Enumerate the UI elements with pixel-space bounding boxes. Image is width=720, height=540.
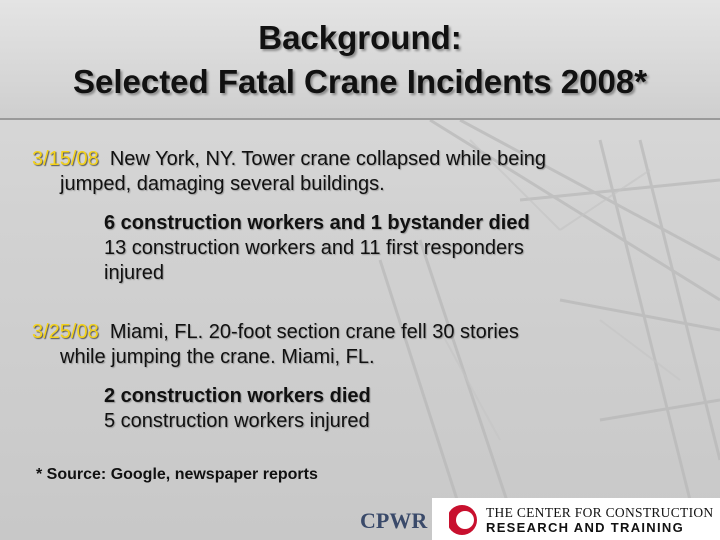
incident-2-date: 3/25/08 bbox=[32, 321, 99, 343]
org-name-line-2: RESEARCH AND TRAINING bbox=[486, 520, 684, 535]
incident-1-text-line-2: jumped, damaging several buildings. bbox=[60, 173, 385, 195]
incident-2-detail-injuries: 5 construction workers injured bbox=[104, 410, 370, 432]
title-line-2: Selected Fatal Crane Incidents 2008* bbox=[72, 63, 648, 100]
org-name-line-1: THE CENTER FOR CONSTRUCTION bbox=[486, 505, 714, 520]
incident-2-detail-fatalities: 2 construction workers died bbox=[104, 385, 371, 407]
incident-1-text-line-1: New York, NY. Tower crane collapsed while being bbox=[109, 148, 547, 170]
incident-1-summary bbox=[32, 147, 672, 197]
incident-2-text-line-2: while jumping the crane. Miami, FL. bbox=[60, 346, 375, 368]
source-note: * Source: Google, newspaper reports bbox=[36, 466, 318, 483]
incident-2-summary bbox=[32, 320, 672, 370]
incident-1-detail-injuries: 13 construction workers and 11 first responders bbox=[104, 237, 524, 259]
incident-1-details bbox=[104, 211, 644, 286]
incident-1-date: 3/15/08 bbox=[32, 148, 99, 170]
incident-2-details bbox=[104, 384, 644, 434]
cpwr-logo-icon bbox=[446, 504, 478, 536]
cpwr-logo-text: CPWR bbox=[360, 508, 428, 533]
incident-1-detail-fatalities: 6 construction workers and 1 bystander died bbox=[104, 212, 530, 234]
incident-2-text-line-1: Miami, FL. 20-foot section crane fell 30 stories bbox=[109, 321, 519, 343]
title-line-1: Background: bbox=[258, 19, 462, 56]
incident-1-detail-injuries-cont: injured bbox=[104, 262, 165, 284]
